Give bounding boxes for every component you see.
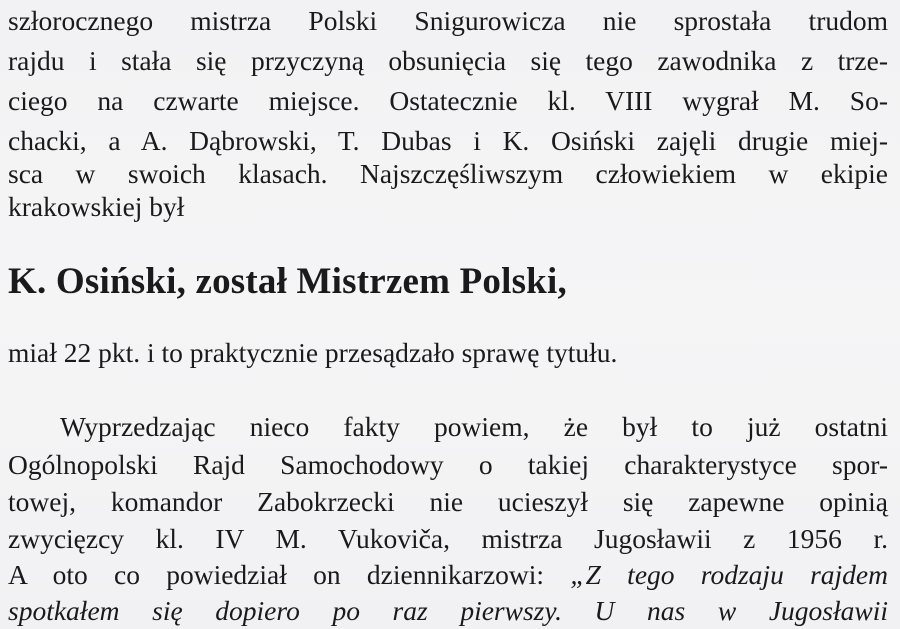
paragraph-1-line-4: chacki, a A. Dąbrowski, T. Dubas i K. Osiński zajęli drugie miej- bbox=[8, 125, 888, 156]
paragraph-1-line-2: rajdu i stała się przyczyną obsunięcia się tego zawodnika z trze- bbox=[8, 45, 888, 76]
paragraph-1-line-5: sca w swoich klasach. Najszczęśliwszym człowiekiem w ekipie bbox=[8, 158, 888, 189]
paragraph-3-line-1: Wyprzedzając nieco fakty powiem, że był to już ostatni bbox=[60, 411, 888, 442]
paragraph-3-line-4: zwycięzcy kl. IV M. Vukoviča, mistrza Jugosławii z 1956 r. bbox=[8, 523, 888, 554]
quote-continuation: spotkałem się dopiero po raz pierwszy. U nas w Jugosławii bbox=[8, 595, 888, 626]
section-heading: K. Osiński, został Mistrzem Polski, bbox=[8, 261, 567, 302]
paragraph-3-line-5 bbox=[8, 558, 888, 592]
paragraph-3-line-2: Ogólnopolski Rajd Samochodowy o takiej charakterystyce spor- bbox=[8, 449, 888, 480]
quote-start: „Z tego rodzaju rajdem bbox=[570, 559, 888, 590]
paragraph-1-line-6: krakowskiej był bbox=[8, 191, 185, 222]
paragraph-1-line-3: ciego na czwarte miejsce. Ostatecznie kl. VIII wygrał M. So- bbox=[8, 85, 888, 116]
paragraph-3-line-3: towej, komandor Zabokrzecki nie ucieszył się zapewne opinią bbox=[8, 486, 888, 517]
paragraph-3-line-5-normal: A oto co powiedział on dziennikarzowi: bbox=[8, 559, 571, 590]
paragraph-1-line-1: szłorocznego mistrza Polski Snigurowicza nie sprostała trudom bbox=[8, 5, 888, 36]
paragraph-2-line-1: miał 22 pkt. i to praktycznie przesądzało sprawę tytułu. bbox=[8, 337, 618, 368]
paragraph-3-line-6 bbox=[8, 594, 888, 628]
